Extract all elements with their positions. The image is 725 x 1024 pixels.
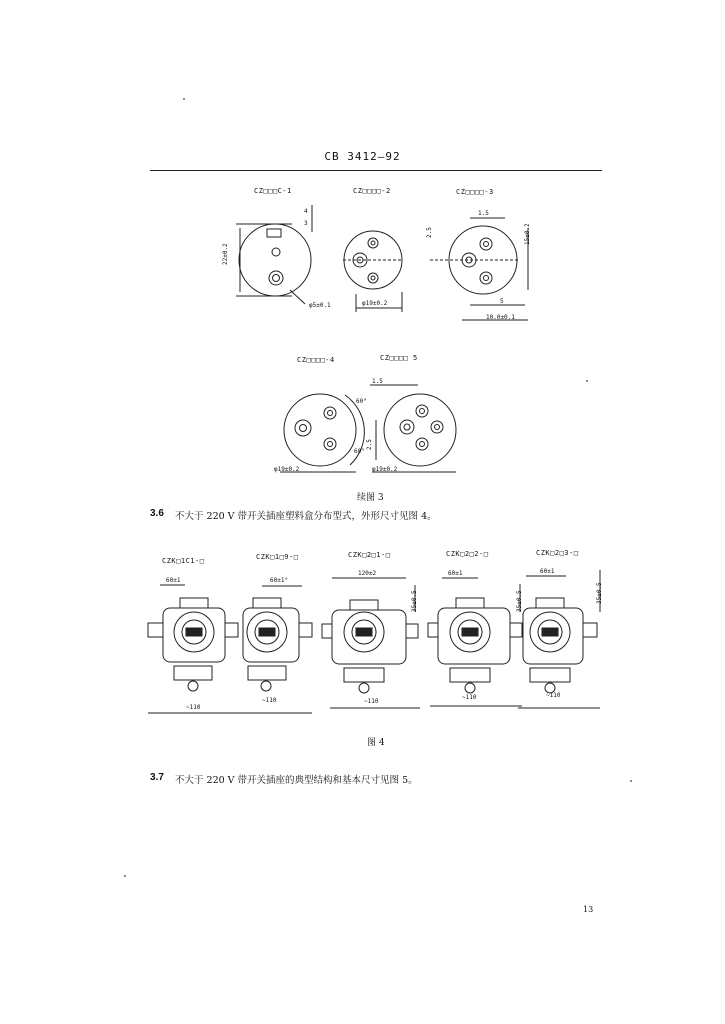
height-dim: 35±0.5 [411, 590, 418, 612]
width-dim: 60±1 [166, 577, 181, 584]
fig4-label-1: CZK□1C1-□ [162, 557, 205, 565]
standard-code-header: CB 3412—92 [324, 150, 401, 163]
dim-text: 60° [356, 398, 367, 405]
section-text: 不大于 220 V 带开关插座塑料盒分布型式，外形尺寸见图 4。 [175, 511, 437, 522]
dim-text: 15±0.2 [524, 223, 531, 245]
switch-box-1 [148, 585, 244, 713]
section-number: 3.7 [150, 772, 164, 783]
dim-text: 4 [304, 208, 308, 215]
dim-text: 2.5 [426, 227, 433, 238]
fig4-label-2: CZK□1□9-□ [256, 553, 299, 561]
switch-box-5 [518, 570, 600, 708]
dim-text: φ5±0.1 [309, 302, 331, 309]
dim-text: φ19±0.2 [362, 300, 388, 307]
dim-text: φ19±0.2 [274, 466, 300, 473]
height-dim: 35±0.5 [596, 582, 603, 604]
fig3-label-4: CZ□□□□-4 [297, 356, 335, 364]
width-dim: 60±1° [270, 577, 289, 584]
switch-box-3 [322, 578, 420, 708]
fig4-label-3: CZK□2□1-□ [348, 551, 391, 559]
scan-speck [630, 780, 632, 782]
dim-text: φ19±0.2 [372, 466, 398, 473]
fig3-label-3: CZ□□□□-3 [456, 188, 494, 196]
fig3-label-2: CZ□□□□-2 [353, 187, 391, 195]
bottom-dim: ~110 [186, 704, 201, 711]
width-dim: 60±1 [540, 568, 555, 575]
socket-face-5 [384, 394, 456, 466]
dim-text: 60° [354, 448, 365, 455]
dim-text: 10.0±0.1 [486, 314, 515, 321]
scan-speck [124, 875, 126, 877]
dim-text: 3 [304, 220, 308, 227]
fig4-label-5: CZK□2□3-□ [536, 549, 579, 557]
dim-text: 5 [500, 298, 504, 305]
bottom-dim: ~110 [364, 698, 379, 705]
dim-text: 1.5 [372, 378, 383, 385]
fig3-label-1: CZ□□□C-1 [254, 187, 292, 195]
figure-4-caption: 图 4 [367, 738, 385, 748]
page-number: 13 [583, 905, 594, 914]
dim-text: 2.5 [366, 439, 373, 450]
bottom-dim: ~110 [462, 694, 477, 701]
switch-box-2 [236, 586, 312, 713]
bottom-dim: ~110 [546, 692, 561, 699]
width-dim: 120±2 [358, 570, 377, 577]
figure-3-caption: 续图 3 [357, 493, 384, 503]
scan-speck [586, 380, 588, 382]
dim-text: 22±0.2 [222, 243, 229, 265]
dim-text: 1.5 [478, 210, 489, 217]
section-number: 3.6 [150, 508, 164, 519]
switch-box-4 [428, 578, 522, 706]
width-dim: 60±1 [448, 570, 463, 577]
section-text: 不大于 220 V 带开关插座的典型结构和基本尺寸见图 5。 [175, 775, 418, 786]
scan-speck [183, 98, 185, 100]
fig3-label-5: CZ□□□□ 5 [380, 354, 418, 362]
fig4-label-4: CZK□2□2-□ [446, 550, 489, 558]
height-dim: 35±0.5 [516, 590, 523, 612]
bottom-dim: ~110 [262, 697, 277, 704]
